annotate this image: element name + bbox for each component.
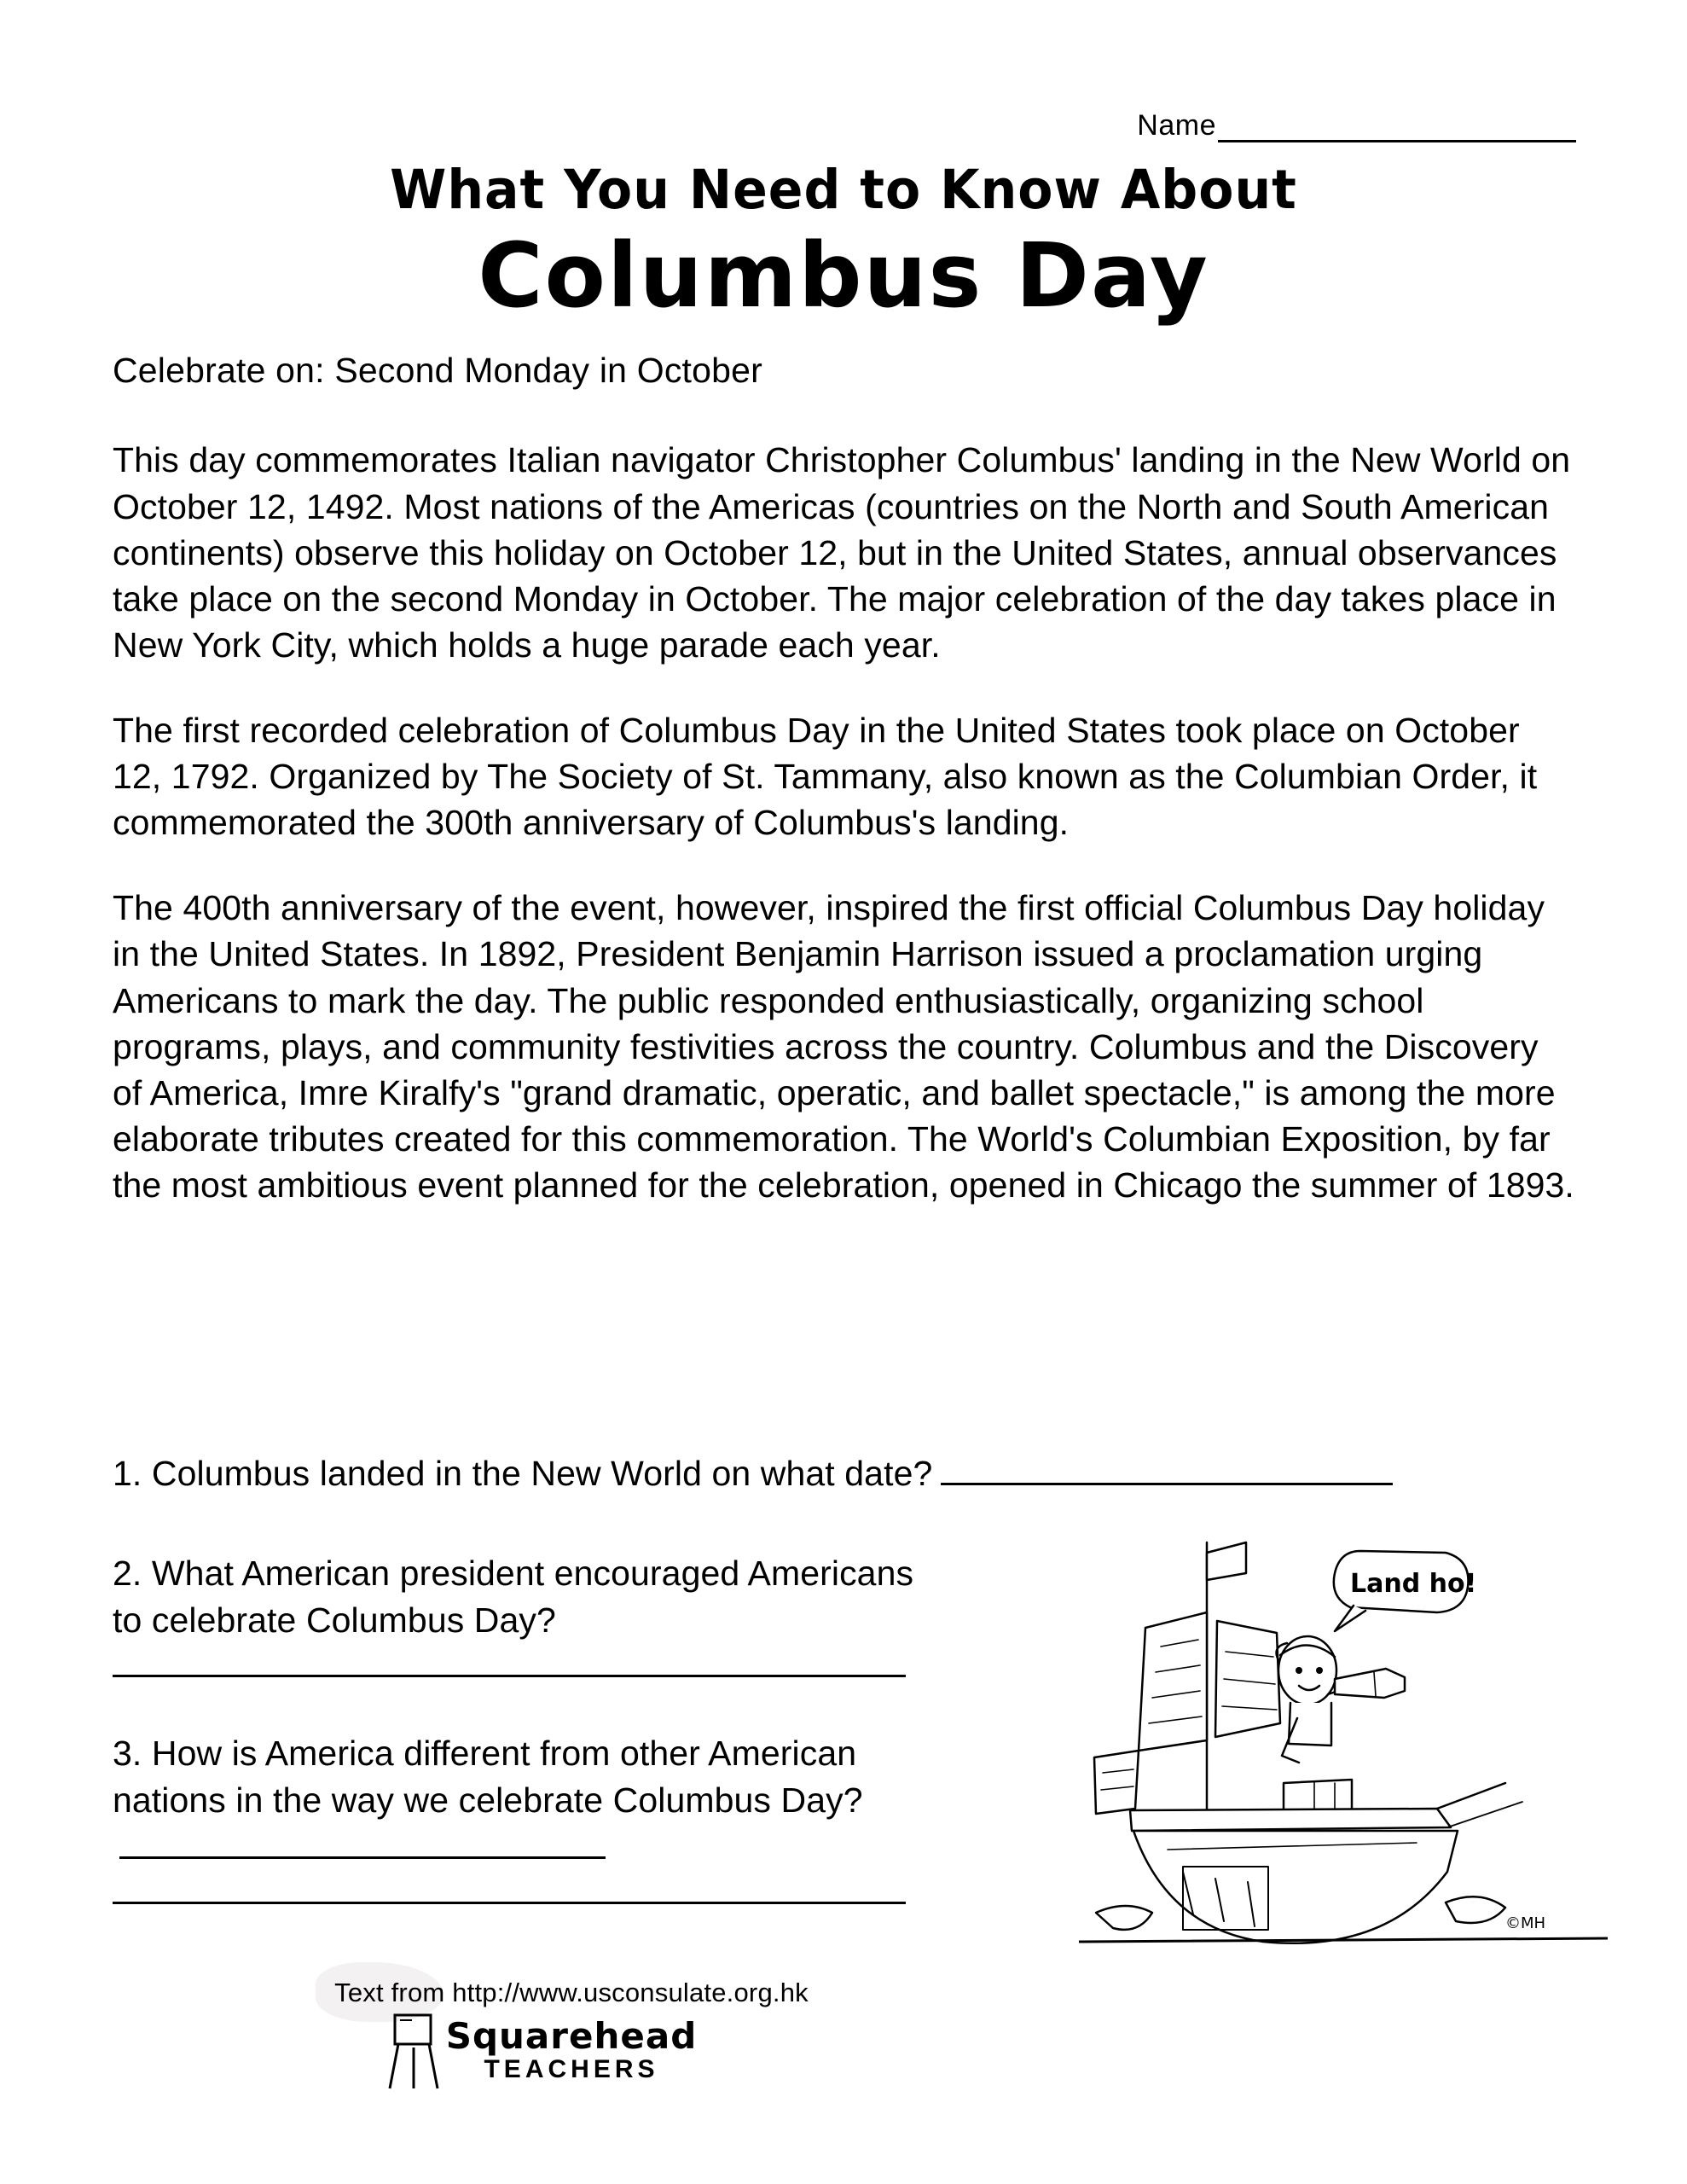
ship-illustration <box>1079 1527 1608 2039</box>
source-credit: Text from http://www.usconsulate.org.hk <box>334 1978 809 2007</box>
question-2-text: 2. What American president encouraged Americans to celebrate Columbus Day? <box>113 1553 914 1640</box>
body-text <box>113 348 1574 1247</box>
question-2 <box>113 1550 931 1677</box>
paragraph-2: The first recorded celebration of Columbus Day in the United States took place on October 12, 1792. Organized by The Society of St. Tammany, also known as the Columbian Order, it commemorated the 300th anniversary of Columbus's landing. <box>113 711 1538 843</box>
paragraph-3: The 400th anniversary of the event, however, inspired the first official Columbus Day holiday in the United States. In 1892, President Benjamin Harrison issued a proclamation urging Americans to mark the day. The public responded enthusiastically, organizing school programs, plays, and community festivities across the country. Columbus and the Discovery of America, Imre Kiralfy's "grand dramatic, operatic, and ballet spectacle," is among the more elaborate tributes created for this commemoration. The World's Columbian Exposition, by far the most ambitious event planned for the celebration, opened in Chicago the summer of 1893. <box>113 888 1574 1205</box>
svg-text:Land ho!: Land ho! <box>1350 1569 1477 1599</box>
worksheet-subtitle: What You Need to Know About <box>390 159 1297 222</box>
celebrate-line: Celebrate on: Second Monday in October <box>113 351 762 390</box>
answer-blank-1[interactable] <box>941 1461 1393 1485</box>
answer-blank-3a[interactable] <box>119 1834 606 1859</box>
question-3 <box>113 1730 931 1904</box>
name-label: Name <box>1137 109 1216 142</box>
question-3-text: 3. How is America different from other American nations in the way we celebrate Columbus Day? <box>113 1733 863 1820</box>
question-1 <box>113 1450 1574 1497</box>
question-1-text: 1. Columbus landed in the New World on what date? <box>113 1454 933 1493</box>
logo-subtitle: TEACHERS <box>484 2055 659 2083</box>
name-field-row <box>1137 109 1576 142</box>
svg-text:©MH: ©MH <box>1505 1914 1546 1932</box>
name-input-blank[interactable] <box>1218 114 1576 142</box>
logo-name: Squarehead <box>445 2015 698 2057</box>
publisher-logo <box>0 2015 1143 2084</box>
page-title: Columbus Day <box>478 224 1209 328</box>
easel-icon <box>383 2010 444 2096</box>
paragraph-1: This day commemorates Italian navigator Christopher Columbus' landing in the New World on October 12, 1492. Most nations of the Americas (countries on the North and South American continents) observe this holiday on October 12, but in the United States, annual observances take place on the second Monday in October. The major celebration of the day takes place in New York City, which holds a huge parade each year. <box>113 440 1571 665</box>
answer-blank-3b[interactable] <box>113 1900 906 1904</box>
answer-blank-2[interactable] <box>113 1673 906 1677</box>
